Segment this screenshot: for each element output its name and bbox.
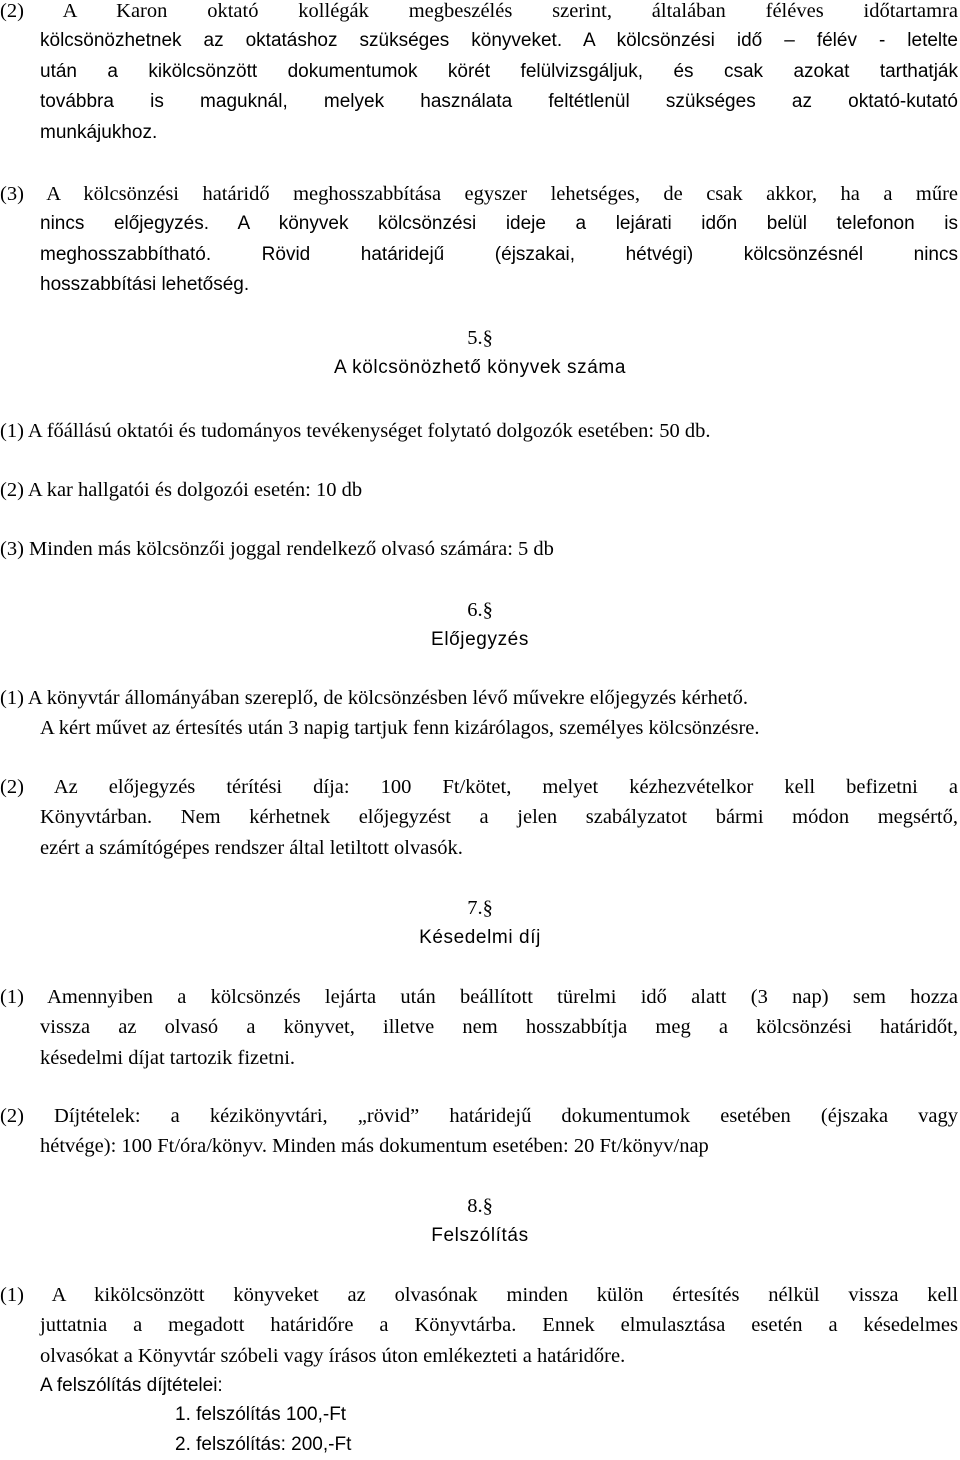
text-line: hosszabbítási lehetőség. [40, 274, 250, 296]
text-line: (3) Minden más kölcsönzői joggal rendelkező olvasó számára: 5 db [0, 538, 554, 560]
text-line: (1) Amennyiben a kölcsönzés lejárta után beállított türelmi idő alatt (3 nap) sem hozza [0, 986, 958, 1008]
text-line: (1) A könyvtár állományában szereplő, de kölcsönzésben lévő művekre előjegyzés kérhető. [0, 687, 748, 709]
paragraph-7-2 [0, 1101, 958, 1162]
section-number: 6.§ [467, 599, 493, 621]
paragraph-4-2 [0, 0, 958, 148]
text-line: meghosszabbítható. Rövid határidejű (éjszakai, hétvégi) kölcsönzésnél nincs [40, 243, 958, 265]
text-line: juttatnia a megadott határidőre a Könyvtárba. Ennek elmulasztása esetén a késedelmes [40, 1314, 958, 1337]
text-line: munkájukhoz. [40, 121, 158, 143]
text-line: továbbra is maguknál, melyek használata feltétlenül szükséges az oktató-kutató [40, 91, 958, 113]
text-line: nincs előjegyzés. A könyvek kölcsönzési ideje a lejárati időn belül telefonon is [40, 213, 958, 235]
paragraph-7-1 [0, 982, 958, 1073]
text-line: (1) A kikölcsönzött könyveket az olvasónak minden külön értesítés nélkül vissza kell [0, 1284, 958, 1306]
list-item: 1. felszólítás 100,-Ft [175, 1404, 347, 1425]
text-line: (1) A főállású oktatói és tudományos tevékenységet folytató dolgozók esetében: 50 db. [0, 420, 711, 442]
section-6-heading [0, 595, 960, 655]
section-title: Késedelmi díj [419, 927, 541, 948]
fee-list [175, 1400, 351, 1460]
section-7-heading [0, 893, 960, 953]
fees-label: A felszólítás díjtételei: [40, 1375, 223, 1397]
section-title: Felszólítás [431, 1225, 529, 1246]
paragraph-4-3 [0, 179, 958, 301]
section-number: 5.§ [467, 327, 493, 349]
text-line: hétvége): 100 Ft/óra/könyv. Minden más dokumentum esetében: 20 Ft/könyv/nap [40, 1135, 709, 1158]
paragraph-5-1 [0, 416, 958, 446]
section-title: A kölcsönözhető könyvek száma [334, 357, 626, 378]
section-title: Előjegyzés [431, 629, 529, 650]
paragraph-5-3 [0, 534, 958, 564]
text-line: (3) A kölcsönzési határidő meghosszabbítása egyszer lehetséges, de csak akkor, ha a műre [0, 183, 958, 205]
paragraph-8-1 [0, 1280, 958, 1402]
section-number: 8.§ [467, 1195, 493, 1217]
paragraph-6-2 [0, 772, 958, 863]
paragraph-6-1 [0, 683, 958, 744]
text-line: késedelmi díjat tartozik fizetni. [40, 1046, 296, 1069]
section-number: 7.§ [467, 897, 493, 919]
text-line: vissza az olvasó a könyvet, illetve nem hosszabbítja meg a kölcsönzési határidőt, [40, 1016, 958, 1039]
text-line: (2) A Karon oktató kollégák megbeszélés szerint, általában féléves időtartamra [0, 0, 958, 22]
text-line: ezért a számítógépes rendszer által letiltott olvasók. [40, 836, 463, 859]
text-line: Könyvtárban. Nem kérhetnek előjegyzést a jelen szabályzatot bármi módon megsértő, [40, 806, 958, 829]
text-line: A kért művet az értesítés után 3 napig tartjuk fenn kizárólagos, személyes kölcsönzésre. [40, 717, 760, 740]
text-line: olvasókat a Könyvtár szóbeli vagy írásos úton emlékezteti a határidőre. [40, 1344, 626, 1367]
text-line: után a kikölcsönzött dokumentumok körét felülvizsgáljuk, és csak azokat tarthatják [40, 60, 958, 82]
section-8-heading [0, 1191, 960, 1251]
text-line: kölcsönözhetnek az oktatáshoz szükséges könyveket. A kölcsönzési idő – félév - letelte [40, 30, 958, 52]
text-line: (2) Díjtételek: a kézikönyvtári, „rövid” határidejű dokumentumok esetében (éjszaka vagy [0, 1105, 958, 1127]
paragraph-5-2 [0, 475, 958, 505]
text-line: (2) A kar hallgatói és dolgozói esetén: 10 db [0, 479, 363, 501]
list-item: 2. felszólítás: 200,-Ft [175, 1434, 352, 1455]
section-5-heading [0, 323, 960, 383]
text-line: (2) Az előjegyzés térítési díja: 100 Ft/kötet, melyet kézhezvételkor kell befizetni a [0, 776, 958, 798]
